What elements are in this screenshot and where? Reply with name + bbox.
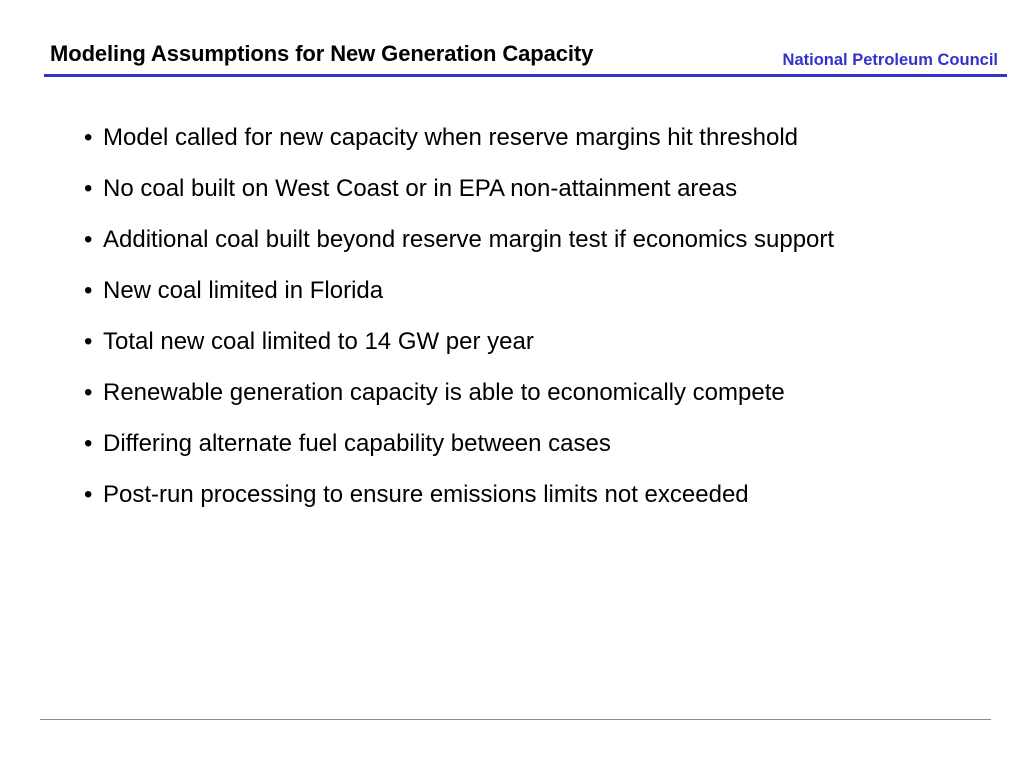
bullet-text: No coal built on West Coast or in EPA non-attainment areas: [103, 175, 738, 202]
bullet-item: [84, 376, 944, 410]
organization-name: National Petroleum Council: [782, 51, 998, 69]
bullet-text: Differing alternate fuel capability between cases: [103, 430, 611, 457]
bullet-text: New coal limited in Florida: [103, 277, 384, 304]
bullet-item: [84, 427, 944, 461]
bullet-text: Total new coal limited to 14 GW per year: [103, 328, 534, 355]
footer-divider: [40, 719, 991, 720]
bullet-icon: •: [84, 430, 93, 457]
bullet-icon: •: [84, 379, 93, 406]
bullet-item: [84, 172, 944, 206]
bullet-item: [84, 223, 944, 257]
bullet-icon: •: [84, 175, 93, 202]
bullet-icon: •: [84, 328, 93, 355]
bullet-icon: •: [84, 124, 93, 151]
bullet-icon: •: [84, 277, 93, 304]
bullet-list: [84, 121, 944, 529]
bullet-text: Post-run processing to ensure emissions limits not exceeded: [103, 481, 749, 508]
bullet-text: Renewable generation capacity is able to economically compete: [103, 379, 785, 406]
bullet-item: [84, 274, 944, 308]
header-divider: [44, 74, 1007, 77]
bullet-item: [84, 121, 833, 155]
bullet-icon: •: [84, 226, 93, 253]
bullet-text: Model called for new capacity when reserve margins hit threshold: [103, 124, 799, 151]
bullet-item: [84, 478, 944, 512]
bullet-text: Additional coal built beyond reserve margin test if economics support: [103, 226, 835, 253]
slide-title: Modeling Assumptions for New Generation Capacity: [50, 41, 594, 66]
bullet-icon: •: [84, 481, 93, 508]
bullet-item: [84, 325, 944, 359]
